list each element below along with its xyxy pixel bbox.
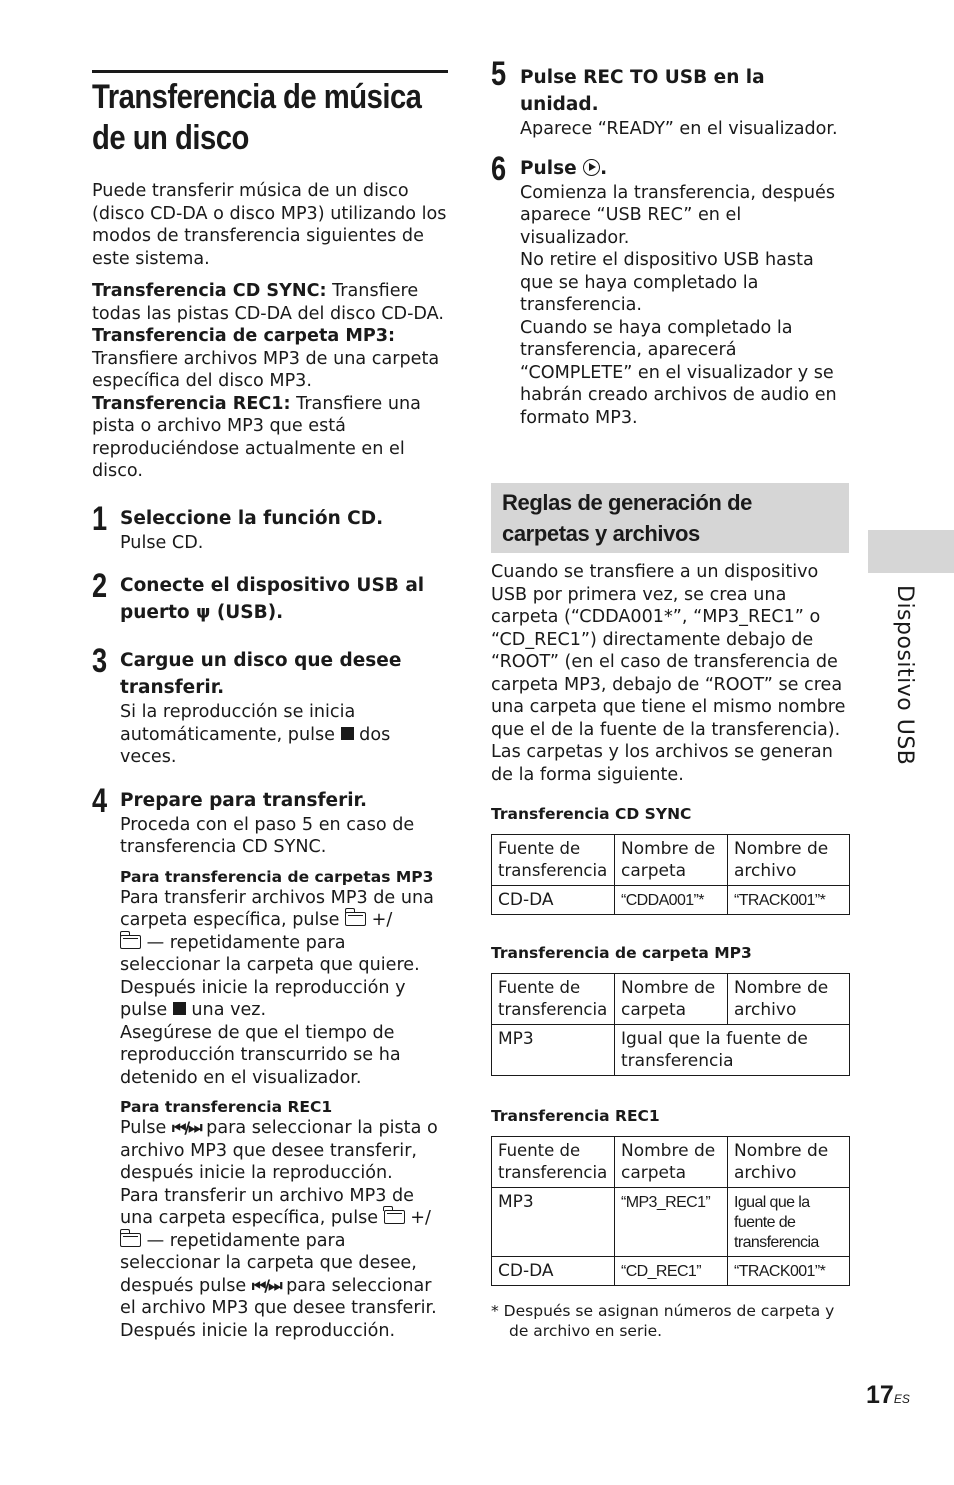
step-title-text: (USB).: [210, 602, 284, 623]
step-body-text: Si la reproducción se inicia automáticamente, pulse: [120, 702, 356, 745]
table-rec1: [491, 1136, 850, 1286]
table-cell: “TRACK001”*: [728, 1257, 850, 1286]
folder-minus-icon: [120, 1233, 141, 1247]
footnote: * Después se asignan números de carpeta y de archivo en serie.: [491, 1302, 835, 1340]
header-cell: Fuente de transferencia: [492, 1137, 615, 1188]
step-number: 4: [92, 781, 108, 820]
rec1-subheading: Para transferencia REC1: [120, 1098, 333, 1116]
text: +/: [404, 1208, 431, 1228]
table-caption: Transferencia CD SYNC: [491, 805, 692, 823]
page-lang: ES: [893, 1392, 910, 1406]
mode-label: Transferencia REC1:: [92, 393, 291, 414]
mode-text: Transfiere archivos MP3 de una carpeta específica del disco MP3.: [92, 348, 440, 391]
table-cell: MP3: [492, 1025, 615, 1076]
table-row: [492, 1257, 850, 1286]
step-1: [92, 499, 448, 555]
step-title: Cargue un disco que desee transferir.: [120, 650, 402, 698]
header-cell: Nombre de carpeta: [615, 974, 728, 1025]
step-5: [491, 55, 849, 141]
text: — repetidamente para seleccionar la carpeta que desee, después pulse: [120, 1230, 417, 1296]
table-header-row: [492, 835, 850, 886]
text: Para transferir archivos MP3 de una carpeta específica, pulse: [120, 887, 434, 930]
page-title: Transferencia de música de un disco: [92, 78, 422, 157]
section-heading: Reglas de generación de carpetas y archivos: [491, 483, 849, 553]
text: para seleccionar la pista o archivo MP3 que desee transferir, después inicie la reproducción.: [120, 1118, 438, 1183]
step-title: [520, 155, 849, 182]
mp3-note: Asegúrese de que el tiempo de reproducción transcurrido se ha detenido en el visualizador.: [120, 1022, 401, 1088]
mp3-subheading: Para transferencia de carpetas MP3: [120, 867, 434, 886]
table-caption: Transferencia REC1: [491, 1107, 660, 1125]
mode-mp3-folder: [92, 325, 448, 393]
header-cell: Nombre de archivo: [728, 974, 850, 1025]
step-2: [92, 567, 448, 626]
step-4: [92, 781, 448, 1343]
step-title: Pulse REC TO USB en la unidad.: [520, 67, 765, 115]
step-title-text: Pulse: [520, 157, 584, 179]
header-cell: Nombre de carpeta: [615, 835, 728, 886]
usb-icon: ψ: [196, 602, 211, 623]
section-paragraph: Las carpetas y los archivos se generan de la forma siguiente.: [491, 742, 833, 785]
rec1-folder-paragraph: [120, 1185, 448, 1343]
step-body: [120, 701, 448, 769]
header-cell: Nombre de carpeta: [615, 1137, 728, 1188]
mode-cd-sync: [92, 280, 448, 325]
step-body: Pulse CD.: [120, 532, 204, 553]
table-cell: “MP3_REC1”: [615, 1188, 728, 1257]
step-number: 2: [92, 567, 108, 605]
table-cell: Igual que la fuente de transferencia: [615, 1025, 850, 1076]
step-body: Proceda con el paso 5 en caso de transferencia CD SYNC.: [120, 814, 415, 857]
step-number: 6: [491, 149, 507, 188]
step-title: Seleccione la función CD.: [120, 507, 384, 529]
step-title-text: .: [600, 157, 608, 179]
step-title-text: Conecte el dispositivo USB al puerto: [120, 575, 425, 623]
step-body: Comienza la transferencia, después aparece “USB REC” en el visualizador.: [520, 182, 835, 248]
step-3: [92, 642, 448, 769]
header-cell: Fuente de transferencia: [492, 974, 615, 1025]
step-body: Aparece “READY” en el visualizador.: [520, 119, 838, 139]
table-cell: “CDDA001”*: [615, 886, 728, 915]
side-tab-label: Dispositivo USB: [892, 585, 917, 766]
mp3-paragraph: [120, 887, 448, 1022]
mode-text: Transfiere todas las pistas CD-DA del disco CD-DA.: [92, 281, 444, 324]
mode-label: Transferencia CD SYNC:: [92, 281, 327, 301]
step-number: 1: [92, 499, 108, 538]
skip-prev-next-icon: ⏮/⏭: [251, 1275, 281, 1295]
text: una vez.: [185, 1000, 267, 1020]
left-column: [92, 70, 448, 1342]
text: Pulse: [120, 1118, 172, 1138]
page-number: [866, 1379, 910, 1411]
title-rule: [92, 70, 448, 73]
step-title: [120, 572, 448, 626]
table-row: [492, 1025, 850, 1076]
table-caption: Transferencia de carpeta MP3: [491, 944, 752, 962]
table-header-row: [492, 1137, 850, 1188]
mode-rec1: [92, 393, 448, 483]
table-cell: Igual que la fuente de transferencia: [728, 1188, 850, 1257]
step-number: 5: [491, 55, 507, 93]
table-row: [492, 886, 850, 915]
mode-text: Transfiere una pista o archivo MP3 que está reproduciéndose actualmente en el disco.: [92, 393, 421, 481]
step-body-text: dos veces.: [120, 724, 391, 767]
table-mp3-folder: [491, 973, 850, 1076]
intro-paragraph: Puede transferir música de un disco (disco CD-DA o disco MP3) utilizando los modos de transferencia siguientes de este sistema.: [92, 181, 447, 269]
header-cell: Fuente de transferencia: [492, 835, 615, 886]
skip-prev-next-icon: ⏮/⏭: [171, 1118, 201, 1137]
step-number: 3: [92, 642, 108, 680]
play-icon: [583, 159, 600, 176]
table-cell: CD-DA: [492, 886, 615, 915]
folder-plus-icon: [345, 912, 366, 926]
folder-plus-icon: [384, 1210, 405, 1224]
step-title: Prepare para transferir.: [120, 789, 368, 811]
step-body: Cuando se haya completado la transferencia, aparecerá “COMPLETE” en el visualizador y se habrán creado archivos de audio en formato MP3.: [520, 317, 837, 428]
page-number-value: 17: [866, 1381, 894, 1409]
side-tab-marker: [868, 530, 954, 573]
header-cell: Nombre de archivo: [728, 835, 850, 886]
text: — repetidamente para seleccionar la carpeta que quiere. Después inicie la reproducción y pulse: [120, 932, 420, 1020]
table-cell: “TRACK001”*: [728, 886, 850, 915]
table-header-row: [492, 974, 850, 1025]
step-body: No retire el dispositivo USB hasta que se haya completado la transferencia.: [520, 250, 814, 315]
stop-icon: [173, 1002, 186, 1015]
step-6: [491, 149, 849, 430]
table-cell: MP3: [492, 1188, 615, 1257]
stop-icon: [341, 727, 354, 740]
header-cell: Nombre de archivo: [728, 1137, 850, 1188]
text: +/: [366, 910, 393, 930]
text: Para transferir un archivo MP3 de una carpeta específica, pulse: [120, 1185, 414, 1228]
section-paragraph: Cuando se transfiere a un dispositivo USB por primera vez, se crea una carpeta (“CDDA001*”, “MP3_REC1” o “CD_REC1”) directamente debajo de “ROOT” (en el caso de transferencia de carpeta MP3, debajo de “ROOT” se crea una carpeta que tiene el mismo nombre que el de la fuente de la transferencia).: [491, 562, 846, 740]
table-cell: “CD_REC1”: [615, 1257, 728, 1286]
mode-label: Transferencia de carpeta MP3:: [92, 326, 396, 346]
text: para seleccionar el archivo MP3 que desee transferir. Después inicie la reproducción.: [120, 1275, 437, 1341]
right-column: [491, 55, 849, 1341]
table-row: [492, 1188, 850, 1257]
rec1-paragraph: [120, 1117, 448, 1185]
table-cell: CD-DA: [492, 1257, 615, 1286]
folder-minus-icon: [120, 935, 141, 949]
table-cd-sync: [491, 834, 850, 915]
